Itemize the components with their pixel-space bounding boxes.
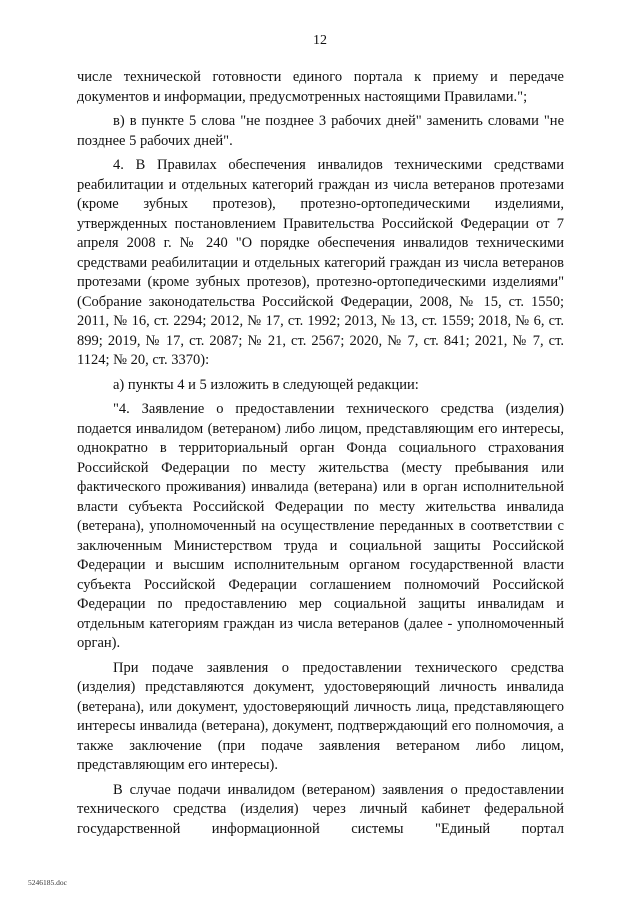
footer-file-reference: 5246185.doc xyxy=(28,878,67,887)
paragraph-item-4: 4. В Правилах обеспечения инвалидов техническими средствами реабилитации и отдельных категорий граждан из числа ветеранов протезами (кроме зубных протезов), протезно-ортопедическими изделиями, утвержденных постановлением Правительства Российской Федерации от 7 апреля 2008 г. № 240 "О порядке обеспечения инвалидов техническими средствами реабилитации и отдельных категорий граждан из числа ветеранов протезами (кроме зубных протезов), протезно-ортопедическими изделиями" (Собрание законодательства Российской Федерации, 2008, № 15, ст. 1550; 2011, № 16, ст. 2294; 2012, № 17, ст. 1992; 2013, № 13, ст. 1559; 2018, № 6, ст. 899; 2019, № 17, ст. 2087; № 21, ст. 2567; 2020, № 7, ст. 841; 2021, № 7, ст. 1124; № 20, ст. 3370): xyxy=(77,157,564,368)
page-number: 12 xyxy=(313,33,327,48)
paragraph-documents: При подаче заявления о предоставлении технического средства (изделия) представляются документ, удостоверяющий личность инвалида (ветерана), или документ, удостоверяющий личность лица, представляющего интересы инвалида (ветерана), документ, подтверждающий его полномочия, а также заключение (при подаче заявления ветераном либо лицом, представляющим его интересы). xyxy=(77,659,564,773)
paragraph-portal: В случае подачи инвалидом (ветераном) заявления о предоставлении технического средства (изделия) через личный кабинет федеральной государственной информационной системы "Единый портал xyxy=(77,781,564,837)
paragraph-continuation: числе технической готовности единого портала к приему и передаче документов и информации, предусмотренных настоящими Правилами."; xyxy=(77,69,564,105)
document-body xyxy=(77,68,564,844)
paragraph-subitem-v: в) в пункте 5 слова "не позднее 3 рабочих дней" заменить словами "не позднее 5 рабочих дней". xyxy=(77,113,564,149)
paragraph-new-item-4: "4. Заявление о предоставлении технического средства (изделия) подается инвалидом (ветераном) либо лицом, представляющим его интересы, однократно в территориальный орган Фонда социального страхования Российской Федерации по месту жительства (месту пребывания или фактического проживания) инвалида (ветерана) или в орган исполнительной власти субъекта Российской Федерации по месту жительства инвалида (ветерана), уполномоченный на осуществление переданных в соответствии с заключенным Министерством труда и социальной защиты Российской Федерации и высшим исполнительным органом государственной власти субъекта Российской Федерации соглашением полномочий Российской Федерации по предоставлению мер социальной защиты инвалидам и отдельным категориям граждан из числа ветеранов (далее - уполномоченный орган). xyxy=(77,401,564,651)
paragraph-subitem-a: а) пункты 4 и 5 изложить в следующей редакции: xyxy=(113,376,419,393)
